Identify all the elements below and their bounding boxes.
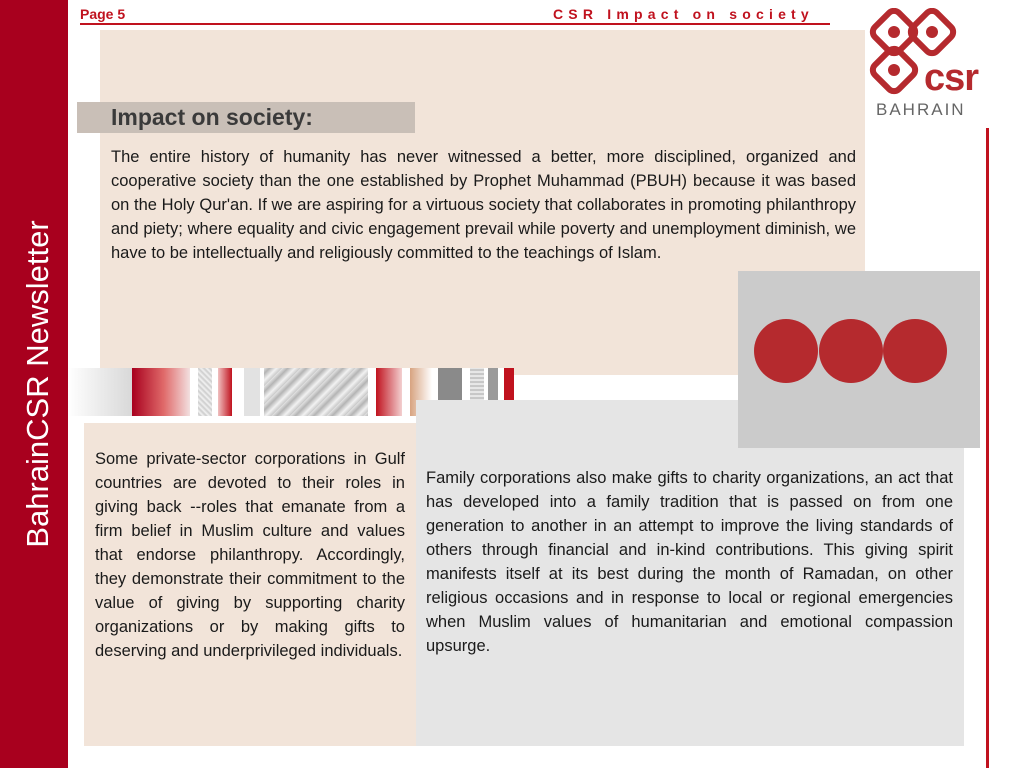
logo-csr-text: csr	[924, 57, 979, 99]
section-heading: Impact on society:	[111, 104, 313, 130]
private-sector-paragraph: Some private-sector corporations in Gulf countries are devoted to their roles in giving back --roles that emanate from a firm belief in Muslim culture and values that endorse philanthropy. Accordingly, they demonstrate their commitment to the value of giving by supporting charity organizations or by making gifts to deserving and underprivileged individuals.	[95, 450, 405, 660]
decorative-circle	[754, 319, 818, 383]
right-edge-rule	[986, 128, 989, 768]
header-divider	[80, 23, 830, 25]
sidebar-band	[0, 0, 68, 768]
logo-bahrain-text: BAHRAIN	[876, 100, 966, 119]
decorative-circle	[819, 319, 883, 383]
newsletter-title: BahrainCSR Newsletter	[20, 220, 55, 548]
page-number: Page 5	[80, 6, 126, 22]
decorative-circle	[883, 319, 947, 383]
family-corporations-paragraph: Family corporations also make gifts to charity organizations, an act that has developed into a family tradition that is passed on from one generation to another in an attempt to improve the living standards of others through financial and in-kind contributions. This giving spirit manifests itself at its best during the month of Ramadan, on other religious occasions and in response to local or regional emergencies when Muslim values of humanitarian and emotional compassion upsurge.	[426, 469, 953, 655]
running-title: CSR Impact on society	[553, 6, 814, 22]
intro-paragraph: The entire history of humanity has never witnessed a better, more disciplined, organized and cooperative society than the one established by Prophet Muhammad (PBUH) because it was based on the Holy Qur'an. If we are aspiring for a virtuous society that collaborates in promoting philanthropy and piety; where equality and civic engagement prevail while poverty and unemployment diminish, we have to be intellectually and religiously committed to the teachings of Islam.	[111, 148, 856, 262]
